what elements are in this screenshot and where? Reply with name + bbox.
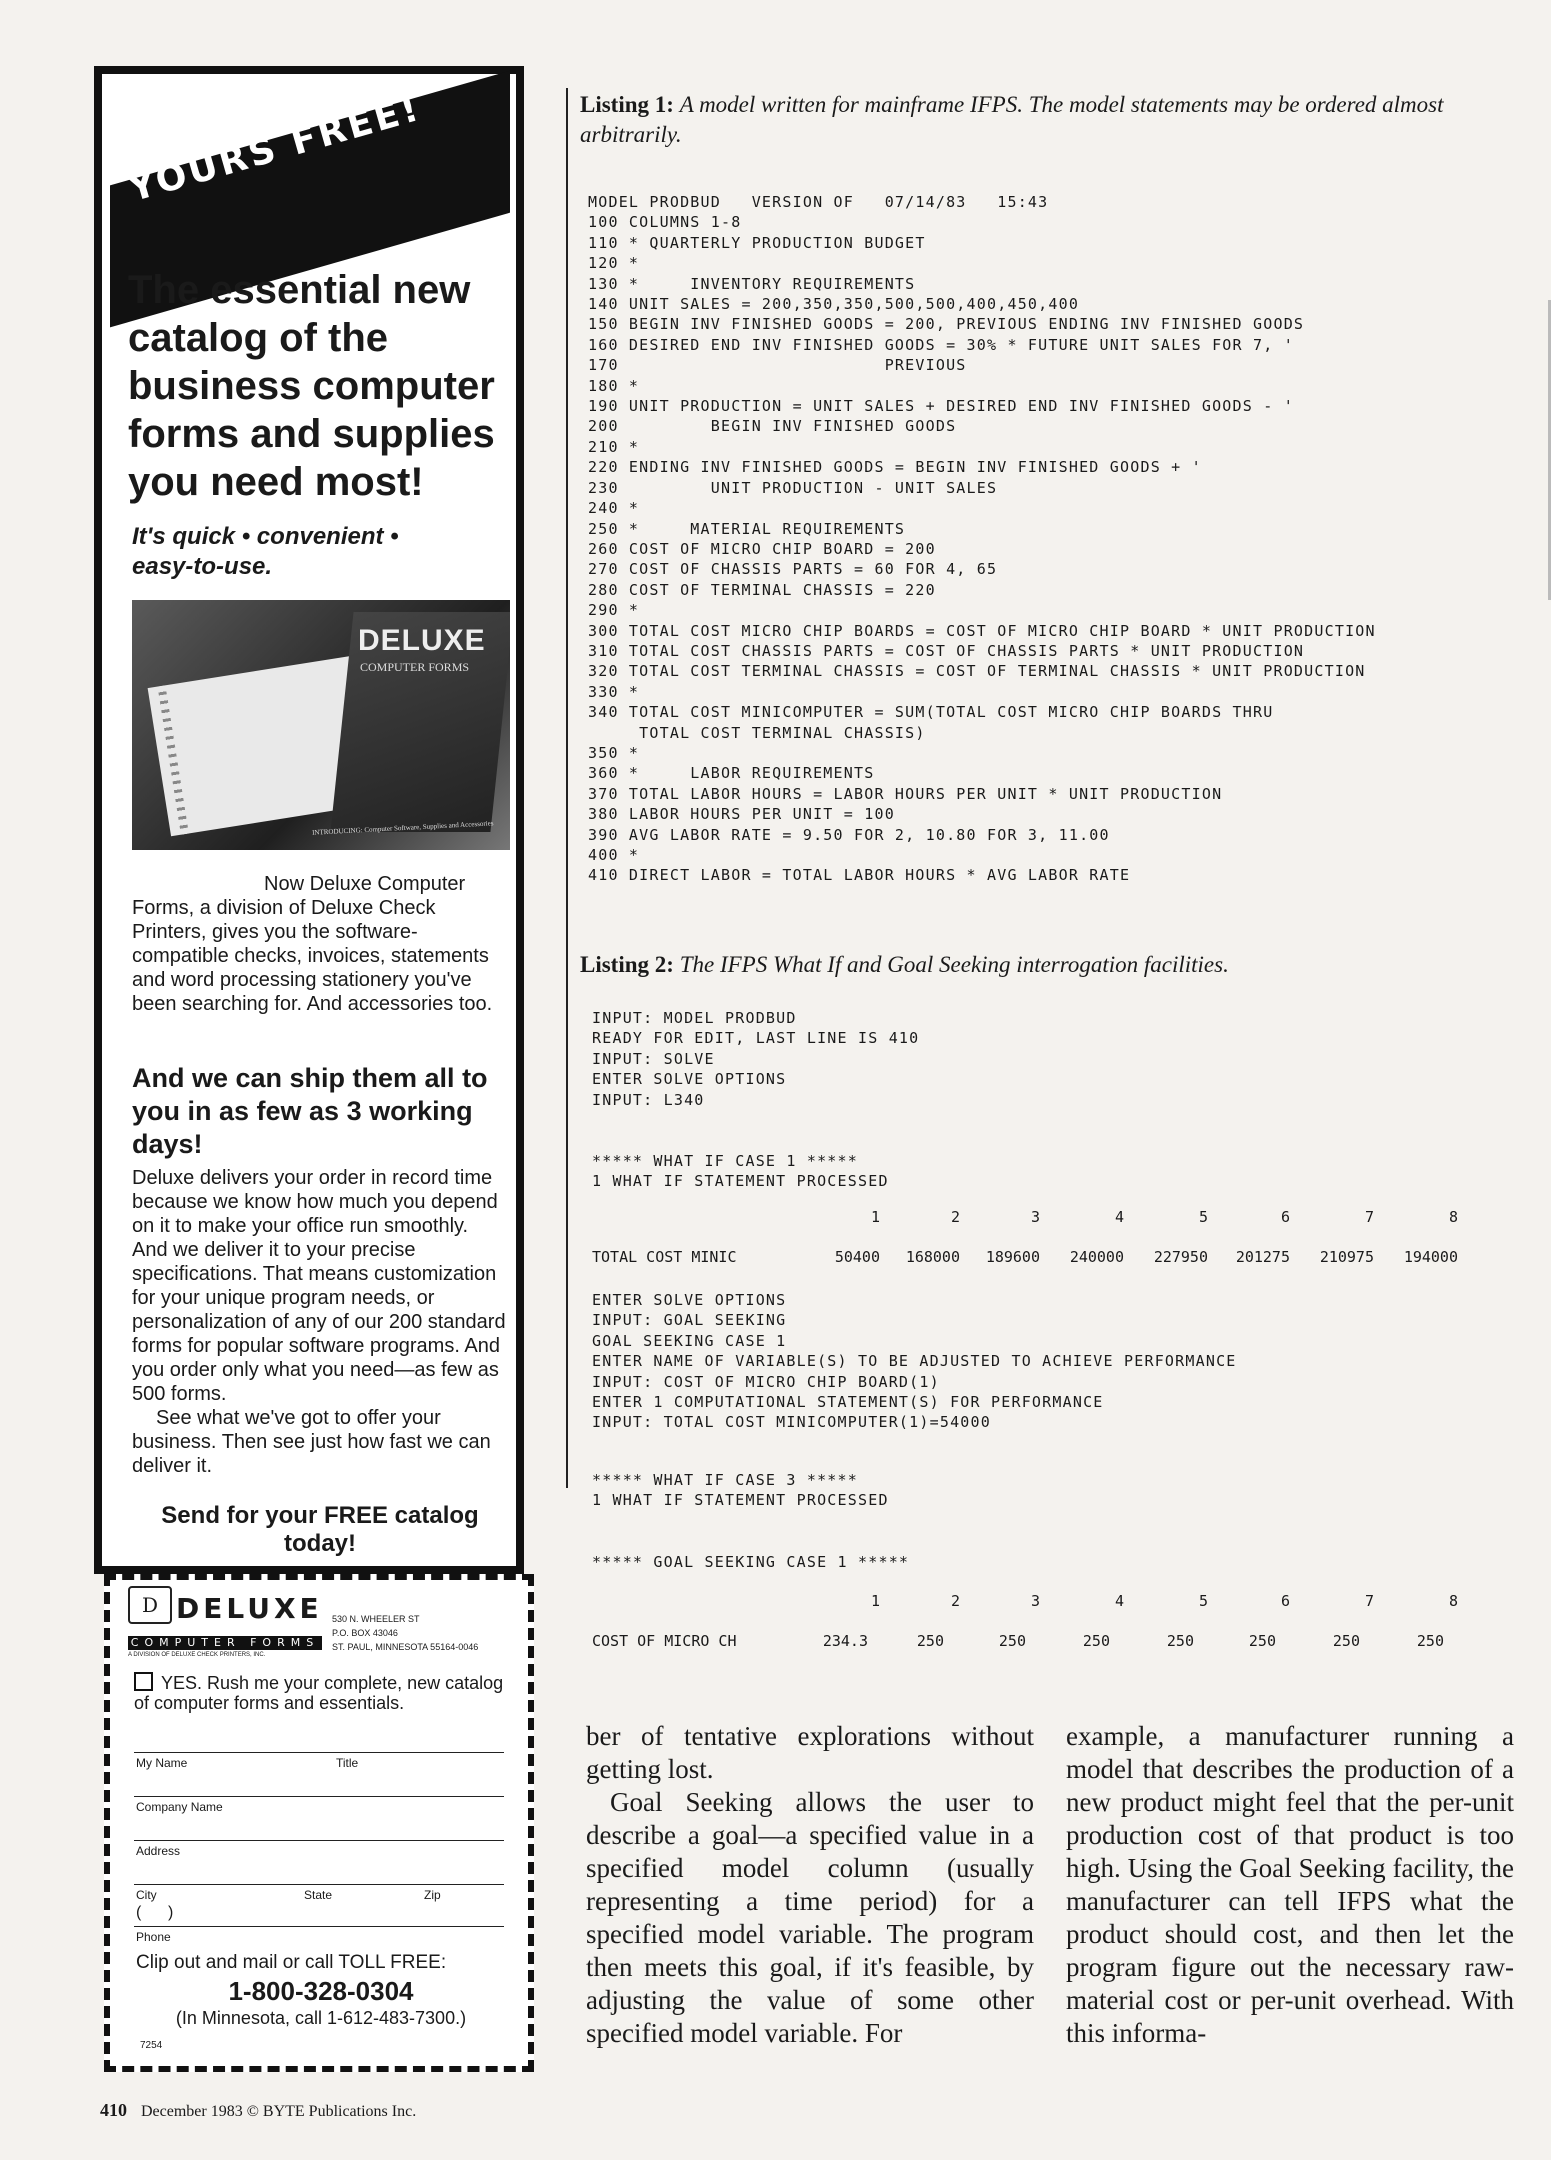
column-number: 2: [950, 1208, 960, 1226]
listing-2-caption-text: The IFPS What If and Goal Seeking interrogation facilities.: [679, 952, 1229, 977]
address-label: Address: [136, 1844, 181, 1858]
listing-2-code-c: ***** WHAT IF CASE 3 ***** 1 WHAT IF STATEMENT PROCESSED: [592, 1471, 889, 1510]
listing-2-code-b: ENTER SOLVE OPTIONS INPUT: GOAL SEEKING GOAL SEEKING CASE 1 ENTER NAME OF VARIABLE(S) TO BE ADJUSTED TO ACHIEVE PERFORMANCE INPUT: COST OF MICRO CHIP BOARD(1) ENTER 1 COMPUTATIONAL STATEMENT(S) FOR PERFORMANCE INPUT: TOTAL COST MINICOMPUTER(1)=54000: [592, 1291, 1237, 1432]
address-line: 530 N. WHEELER ST: [332, 1614, 420, 1624]
ad-headline: The essential new catalog of the business computer forms and supplies you need most!: [128, 268, 495, 504]
listing-1-code: MODEL PRODBUD VERSION OF 07/14/83 15:43 100 COLUMNS 1-8 110 * QUARTERLY PRODUCTION BUDGET 120 * 130 * INVENTORY REQUIREMENTS 140 UNIT SALES = 200,350,350,500,500,400,450,400 150 BEGIN INV FINISHED GOODS = 200, PREVIOUS ENDING INV FINISHED GOODS 160 DESIRED END INV FINISHED GOODS = 30% * FUTURE UNIT SALES FOR 7, ' 170 PREVIOUS 180 * 190 UNIT PRODUCTION = UNIT SALES + DESIRED END INV FINISHED GOODS - ' 200 BEGIN INV FINISHED GOODS 210 * 220 ENDING INV FINISHED GOODS = BEGIN INV FINISHED GOODS + ' 230 UNIT PRODUCTION - UNIT SALES 240 * 250 * MATERIAL REQUIREMENTS 260 COST OF MICRO CHIP BOARD = 200 270 COST OF CHASSIS PARTS = 60 FOR 4, 65 280 COST OF TERMINAL CHASSIS = 220 290 * 300 TOTAL COST MICRO CHIP BOARDS = COST OF MICRO CHIP BOARD * UNIT PRODUCTION 310 TOTAL COST CHASSIS PARTS = COST OF CHASSIS PARTS * UNIT PRODUCTION 320 TOTAL COST TERMINAL CHASSIS = COST OF TERMINAL CHASSIS * UNIT PRODUCTION 330 * 340 TOTAL COST MINICOMPUTER = SUM(TOTAL COST MICRO CHIP BOARDS THRU TOTAL COST TERMINAL CHASSIS) 350 * 360 * LABOR REQUIREMENTS 370 TOTAL LABOR HOURS = LABOR HOURS PER UNIT * UNIT PRODUCTION 380 LABOR HOURS PER UNIT = 100 390 AVG LABOR RATE = 9.50 FOR 2, 10.80 FOR 3, 11.00 400 * 410 DIRECT LABOR = TOTAL LABOR HOURS * AVG LABOR RATE: [588, 193, 1376, 885]
coupon-code: 7254: [140, 2040, 163, 2051]
result-value: 50400: [834, 1248, 880, 1266]
product-photo: [132, 600, 510, 850]
result-value: 250: [1166, 1632, 1194, 1650]
result-value: 227950: [1153, 1248, 1208, 1266]
column-number: 5: [1198, 1592, 1208, 1610]
listing-1-caption-text: A model written for mainframe IFPS. The model statements may be ordered almost arbitrarily.: [580, 92, 1444, 147]
page-number: 410: [100, 2100, 127, 2120]
ad-subhead: And we can ship them all to you in as few as 3 working days!: [132, 1063, 488, 1159]
result-value: 168000: [905, 1248, 960, 1266]
deluxe-logo-bar: COMPUTER FORMS: [128, 1636, 322, 1650]
row-label: COST OF MICRO CH: [592, 1632, 737, 1650]
result-value: 250: [916, 1632, 944, 1650]
row-label: TOTAL COST MINIC: [592, 1248, 737, 1266]
ad-paragraph-1: [132, 872, 508, 1016]
column-number: 2: [950, 1592, 960, 1610]
zip-label: Zip: [424, 1888, 441, 1902]
phone-paren: ( ): [136, 1904, 174, 1921]
listing-1-label: Listing 1:: [580, 92, 674, 117]
toll-free-number: 1-800-328-0304: [228, 1976, 414, 2006]
result-value: 210975: [1319, 1248, 1374, 1266]
column-number: 1: [870, 1592, 880, 1610]
column-number: 6: [1280, 1208, 1290, 1226]
state-label: State: [304, 1888, 333, 1902]
result-value: 240000: [1069, 1248, 1124, 1266]
article-left-column: [586, 1720, 1034, 2050]
result-value: 250: [1082, 1632, 1110, 1650]
ad-paragraph-3: [132, 1406, 508, 1478]
box-subtitle: COMPUTER FORMS: [360, 660, 470, 674]
ad-paragraph-1-lead: Now Deluxe Computer: [264, 873, 466, 895]
ad-paragraph-3-text: See what we've got to offer your business. Then see just how fast we can deliver it.: [132, 1407, 491, 1477]
form-line: [134, 1752, 504, 1753]
city-field[interactable]: [134, 1926, 504, 1927]
column-number: 8: [1448, 1208, 1458, 1226]
column-number: 1: [870, 1208, 880, 1226]
result-value: 201275: [1235, 1248, 1290, 1266]
listing-2-caption: [580, 950, 1520, 980]
deluxe-logo: DELUXE: [176, 1592, 323, 1625]
article-paragraph: ber of tentative explorations without getting lost.: [586, 1721, 1034, 1784]
column-number: 4: [1114, 1592, 1124, 1610]
deluxe-division: A DIVISION OF DELUXE CHECK PRINTERS, INC.: [128, 1652, 266, 1658]
result-value: 250: [998, 1632, 1026, 1650]
yes-text: YES. Rush me your complete, new catalog of computer forms and essentials.: [134, 1673, 504, 1713]
box-intro: INTRODUCING: Computer Software, Supplies and Accessories: [311, 819, 494, 837]
column-number: 8: [1448, 1592, 1458, 1610]
ad-banner-text: YOURS FREE!: [124, 87, 426, 211]
listing-2-code-d: ***** GOAL SEEKING CASE 1 *****: [592, 1553, 910, 1571]
listing-1-caption: [580, 90, 1520, 150]
deluxe-logo-icon: D: [128, 1586, 172, 1624]
listing-2-code-a: INPUT: MODEL PRODBUD READY FOR EDIT, LAST LINE IS 410 INPUT: SOLVE ENTER SOLVE OPTIONS INPUT: L340 ***** WHAT IF CASE 1 ***** 1 WHAT IF STATEMENT PROCESSED: [592, 1009, 920, 1191]
address-line: P.O. BOX 43046: [332, 1628, 398, 1638]
coupon-address: [332, 1612, 478, 1654]
column-rule: [566, 88, 568, 1488]
name-field[interactable]: [134, 1796, 504, 1797]
ad-paragraph-1-text: Forms, a division of Deluxe Check Printers, gives you the software-compatible checks, invoices, statements and word processing stationery you've been searching for. And accessories too.: [132, 897, 493, 1015]
article-paragraph-goal-seeking: [586, 1786, 1034, 2050]
result-value: 250: [1416, 1632, 1444, 1650]
footer-text: December 1983 © BYTE Publications Inc.: [141, 2103, 417, 2120]
name-label: My Name: [136, 1756, 188, 1770]
result-value: 250: [1332, 1632, 1360, 1650]
address-field[interactable]: [134, 1884, 504, 1885]
column-number: 7: [1364, 1592, 1374, 1610]
result-value: 189600: [985, 1248, 1040, 1266]
column-number: 3: [1030, 1208, 1040, 1226]
coupon-clip-text: Clip out and mail or call TOLL FREE:: [136, 1952, 447, 1973]
ad-paragraph-2: Deluxe delivers your order in record time because we know how much you depend on it to make your office run smoothly. And we deliver it to your precise specifications. That means customization for your unique program needs, or personalization of any of our 200 standard forms for popular software programs. And you order only what you need—as few as 500 forms.: [132, 1167, 506, 1405]
ad-call-to-action: Send for your FREE catalog today!: [161, 1502, 479, 1557]
result-value: 194000: [1403, 1248, 1458, 1266]
listing-2-label: Listing 2:: [580, 952, 674, 977]
column-number: 5: [1198, 1208, 1208, 1226]
company-label: Company Name: [136, 1800, 223, 1814]
article-paragraph-text: Goal Seeking allows the user to describe a goal—a specified value in a specified model column (usually representing a time period) for a specified model variable. The program then meets this goal, if it's feasible, by adjusting the value of some other specified model variable. For: [586, 1787, 1034, 2048]
article-right-column: example, a manufacturer running a model that describes the production of a new product might feel that the per-unit production cost of that product is too high. Using the Goal Seeking facility, the manufacturer can tell IFPS what the product should cost, and then let the program figure out the necessary raw-material cost or per-unit overhead. With this informa-: [1066, 1721, 1514, 2048]
column-number: 3: [1030, 1592, 1040, 1610]
ad-tagline: It's quick • convenient • easy-to-use.: [132, 523, 399, 580]
company-field[interactable]: [134, 1840, 504, 1841]
result-value: 234.3: [822, 1632, 868, 1650]
minnesota-number: (In Minnesota, call 1-612-483-7300.): [175, 2008, 467, 2028]
result-value: 250: [1248, 1632, 1276, 1650]
coupon-yes: [134, 1672, 504, 1713]
address-line: ST. PAUL, MINNESOTA 55164-0046: [332, 1642, 479, 1652]
phone-label: Phone: [136, 1930, 171, 1944]
yes-checkbox[interactable]: [134, 1672, 153, 1691]
title-label: Title: [336, 1756, 359, 1770]
page-footer: [100, 2100, 416, 2121]
city-label: City: [136, 1888, 157, 1902]
column-number: 4: [1114, 1208, 1124, 1226]
column-number: 7: [1364, 1208, 1374, 1226]
box-logo: DELUXE: [358, 624, 486, 657]
column-number: 6: [1280, 1592, 1290, 1610]
